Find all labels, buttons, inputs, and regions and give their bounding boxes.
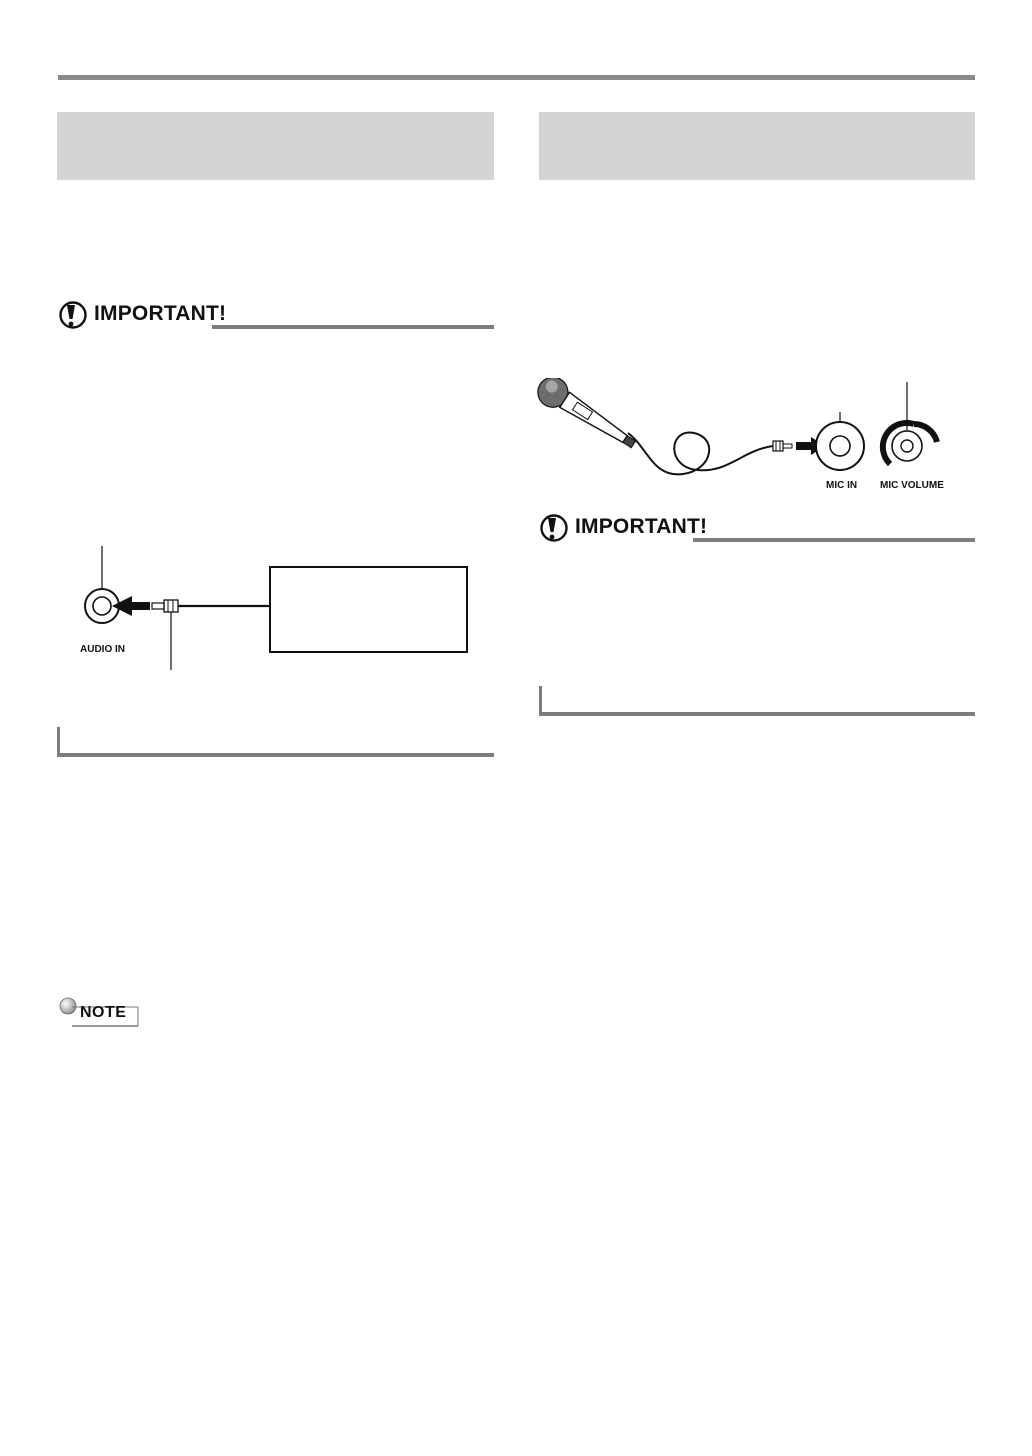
important-rule <box>212 325 494 329</box>
important-heading: IMPORTANT! <box>94 302 227 325</box>
mic-plug <box>773 441 792 451</box>
subheading-rule-left <box>57 727 494 757</box>
mic-volume-label: MIC VOLUME <box>880 480 944 491</box>
audio-plug <box>152 600 178 612</box>
mic-volume-knob <box>883 423 937 464</box>
section-title-band-right <box>539 112 975 180</box>
external-device-box <box>270 567 467 652</box>
audio-in-figure <box>70 540 490 675</box>
audio-in-label: AUDIO IN <box>80 644 125 655</box>
top-rule <box>58 75 975 80</box>
subheading-rule-right <box>539 686 975 716</box>
mic-in-label: MIC IN <box>826 480 858 491</box>
important-icon <box>539 513 569 543</box>
important-callout-right <box>539 513 975 547</box>
note-badge <box>58 997 140 1027</box>
mic-cable <box>628 433 773 475</box>
microphone-figure <box>528 378 952 498</box>
important-callout-left <box>58 300 494 334</box>
mic-in-jack <box>816 422 864 470</box>
important-heading: IMPORTANT! <box>575 515 708 538</box>
important-icon <box>58 300 88 330</box>
section-title-band-left <box>57 112 494 180</box>
note-heading: NOTE <box>80 1004 127 1021</box>
microphone <box>532 378 641 457</box>
important-rule <box>693 538 975 542</box>
